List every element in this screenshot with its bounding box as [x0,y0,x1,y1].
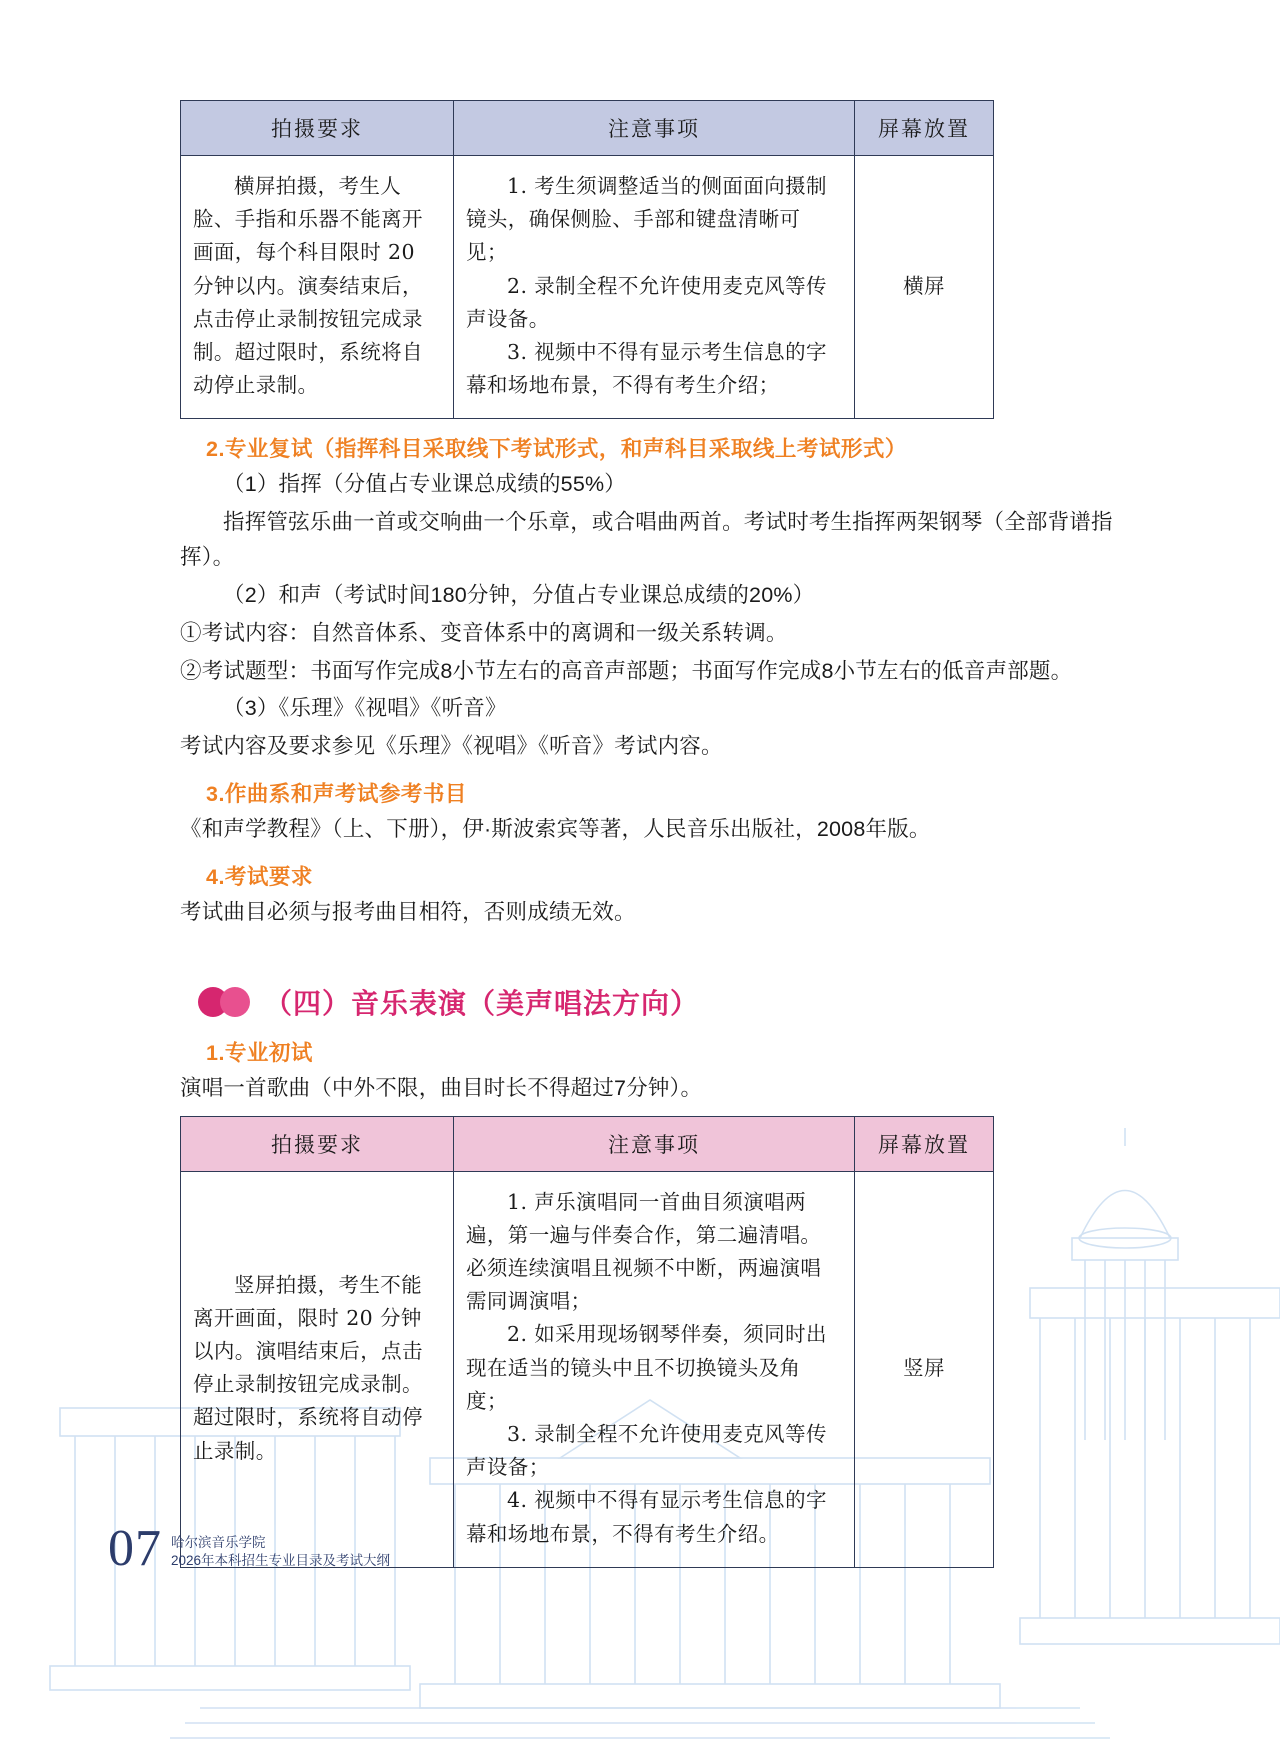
section2-paragraph-3: （2）和声（考试时间180分钟，分值占专业课总成绩的20%） [223,582,815,607]
section-title-3: 3.作曲系和声考试参考书目 [206,782,467,807]
section-heading-four-label: （四）音乐表演（美声唱法方向） [264,987,700,1019]
column-header-notes: 注意事项 [454,1116,855,1171]
table-shooting-requirements-instrumental [180,100,994,419]
section2-paragraph-4: ①考试内容：自然音体系、变音体系中的离调和一级关系转调。 [180,620,788,645]
cell-screen-orientation: 横屏 [855,156,994,419]
cell-text: 竖屏拍摄，考生不能离开画面，限时 20 分钟以内。演唱结束后，点击停止录制按钮完成录制。超过限时，系统将自动停止录制。 [193,1272,423,1463]
note-item: 1. 考生须调整适当的侧面面向摄制镜头，确保侧脸、手部和键盘清晰可见； [466,174,827,265]
cell-shooting-requirement [181,156,454,419]
double-circle-icon [198,987,254,1017]
section-title-5: 1.专业初试 [206,1040,313,1065]
section5-paragraph-1: 演唱一首歌曲（中外不限，曲目时长不得超过7分钟）。 [180,1075,703,1100]
section4-paragraph-1: 考试曲目必须与报考曲目相符，否则成绩无效。 [180,899,636,924]
table-row [181,1171,994,1567]
note-item: 3. 录制全程不允许使用麦克风等传声设备； [466,1421,827,1480]
column-header-screen: 屏幕放置 [855,101,994,156]
footer-text [171,1534,390,1573]
footer-institution: 哈尔滨音乐学院 [171,1534,266,1550]
table-header-row [181,1116,994,1171]
note-item: 2. 如采用现场钢琴伴奏，须同时出现在适当的镜头中且不切换镜头及角度； [466,1322,827,1413]
column-header-shooting: 拍摄要求 [181,101,454,156]
note-item: 2. 录制全程不允许使用麦克风等传声设备。 [466,273,827,331]
cell-shooting-requirement [181,1171,454,1567]
note-item: 4. 视频中不得有显示考生信息的字幕和场地布景，不得有考生介绍。 [466,1488,827,1546]
note-item: 1. 声乐演唱同一首曲目须演唱两遍，第一遍与伴奏合作，第二遍清唱。必须连续演唱且视频不中断，两遍演唱需同调演唱； [466,1189,822,1314]
cell-notes [454,156,855,419]
cell-screen-orientation: 竖屏 [855,1171,994,1567]
column-header-notes: 注意事项 [454,101,855,156]
section2-paragraph-6: （3）《乐理》《视唱》《听音》 [223,696,507,721]
table-header-row [181,101,994,156]
column-header-shooting: 拍摄要求 [181,1116,454,1171]
page-number: 07 [108,1520,162,1578]
section3-paragraph-1: 《和声学教程》（上、下册），伊·斯波索宾等著，人民音乐出版社，2008年版。 [180,817,931,842]
cell-text: 横屏拍摄，考生人脸、手指和乐器不能离开画面，每个科目限时 20 分钟以内。演奏结束后，点击停止录制按钮完成录制。超过限时，系统将自动停止录制。 [193,174,423,398]
section2-paragraph-1: （1）指挥（分值占专业课总成绩的55%） [223,472,626,497]
section2-paragraph-2: 指挥管弦乐曲一首或交响曲一个乐章，或合唱曲两首。考试时考生指挥两架钢琴（全部背谱指挥）。 [180,510,1113,570]
section-title-4: 4.考试要求 [206,864,313,889]
section2-paragraph-7: 考试内容及要求参见《乐理》《视唱》《听音》考试内容。 [180,734,723,759]
table-shooting-requirements-vocal [180,1116,994,1568]
footer-subtitle: 2026年本科招生专业目录及考试大纲 [171,1552,391,1568]
section2-paragraph-5: ②考试题型：书面写作完成8小节左右的高音声部题；书面写作完成8小节左右的低音声部题。 [180,658,1073,683]
cell-notes [454,1171,855,1567]
table-row [181,156,994,419]
page-footer [108,1520,391,1578]
column-header-screen: 屏幕放置 [855,1116,994,1171]
section-title-2: 2.专业复试（指挥科目采取线下考试形式，和声科目采取线上考试形式） [206,437,907,462]
note-item: 3. 视频中不得有显示考生信息的字幕和场地布景，不得有考生介绍； [466,340,827,398]
section-heading-four [198,982,1135,1022]
